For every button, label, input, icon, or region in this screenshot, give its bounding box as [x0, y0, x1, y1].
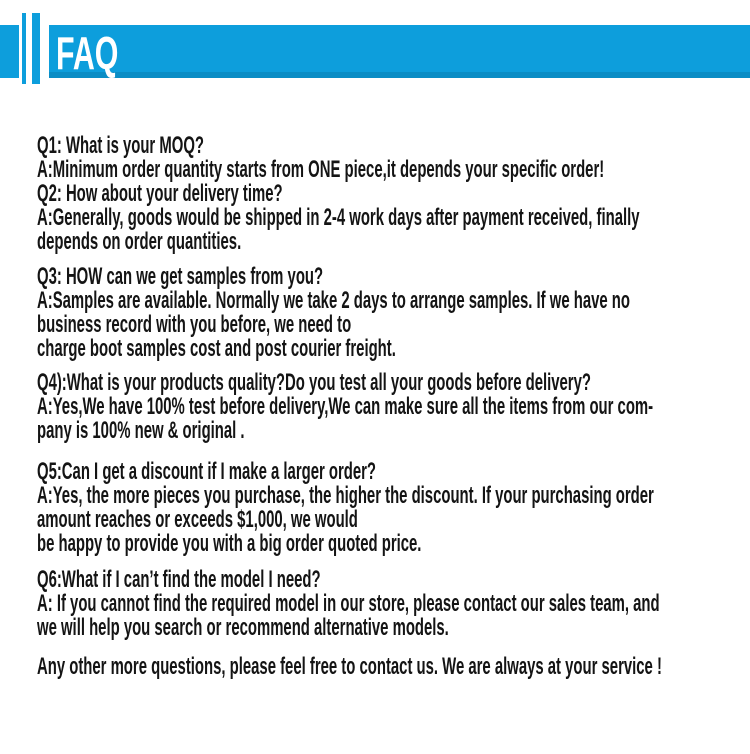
header-stripe-thin — [22, 13, 26, 84]
faq-answer: we will help you search or recommend alternative models. — [37, 614, 449, 641]
faq-answer: depends on order quantities. — [37, 228, 242, 255]
faq-block-q5 — [37, 460, 747, 556]
faq-answer: charge boot samples cost and post courier freight. — [37, 335, 396, 362]
faq-question: Q5:Can I get a discount if I make a larger order? — [37, 458, 377, 485]
faq-question: Q2: How about your delivery time? — [37, 180, 283, 207]
faq-content — [37, 134, 747, 679]
faq-answer: amount reaches or exceeds $1,000, we would — [37, 506, 358, 533]
faq-block-q3 — [37, 265, 747, 361]
page-title: FAQ — [56, 27, 119, 79]
faq-answer: A:Samples are available. Normally we take 2 days to arrange samples. If we have no — [37, 287, 630, 314]
closing-line: Any other more questions, please feel free to contact us. We are always at your service ! — [37, 653, 662, 680]
faq-block-q4 — [37, 371, 747, 443]
faq-question: Q4):What is your products quality?Do you test all your goods before delivery? — [37, 369, 591, 396]
faq-answer: A:Yes,We have 100% test before delivery,We can make sure all the items from our com- — [37, 393, 654, 420]
faq-answer: business record with you before, we need to — [37, 311, 352, 338]
faq-closing-note — [37, 655, 747, 679]
faq-question: Q1: What is your MOQ? — [37, 132, 204, 159]
header-bar-left-segment — [0, 25, 19, 78]
faq-answer: A:Generally, goods would be shipped in 2-4 work days after payment received, finally — [37, 204, 640, 231]
faq-answer: A:Yes, the more pieces you purchase, the higher the discount. If your purchasing order — [37, 482, 654, 509]
faq-answer: A:Minimum order quantity starts from ONE piece,it depends your specific order! — [37, 156, 605, 183]
header-bar — [49, 25, 750, 78]
faq-block-q6 — [37, 568, 747, 640]
faq-answer: be happy to provide you with a big order quoted price. — [37, 530, 422, 557]
faq-block-q1-q2 — [37, 134, 747, 254]
faq-question: Q6:What if I can’t find the model I need? — [37, 566, 321, 593]
header-stripe-thick — [32, 13, 40, 84]
faq-question: Q3: HOW can we get samples from you? — [37, 263, 324, 290]
faq-answer: A: If you cannot find the required model in our store, please contact our sales team, and — [37, 590, 660, 617]
faq-answer: pany is 100% new & original . — [37, 417, 245, 444]
